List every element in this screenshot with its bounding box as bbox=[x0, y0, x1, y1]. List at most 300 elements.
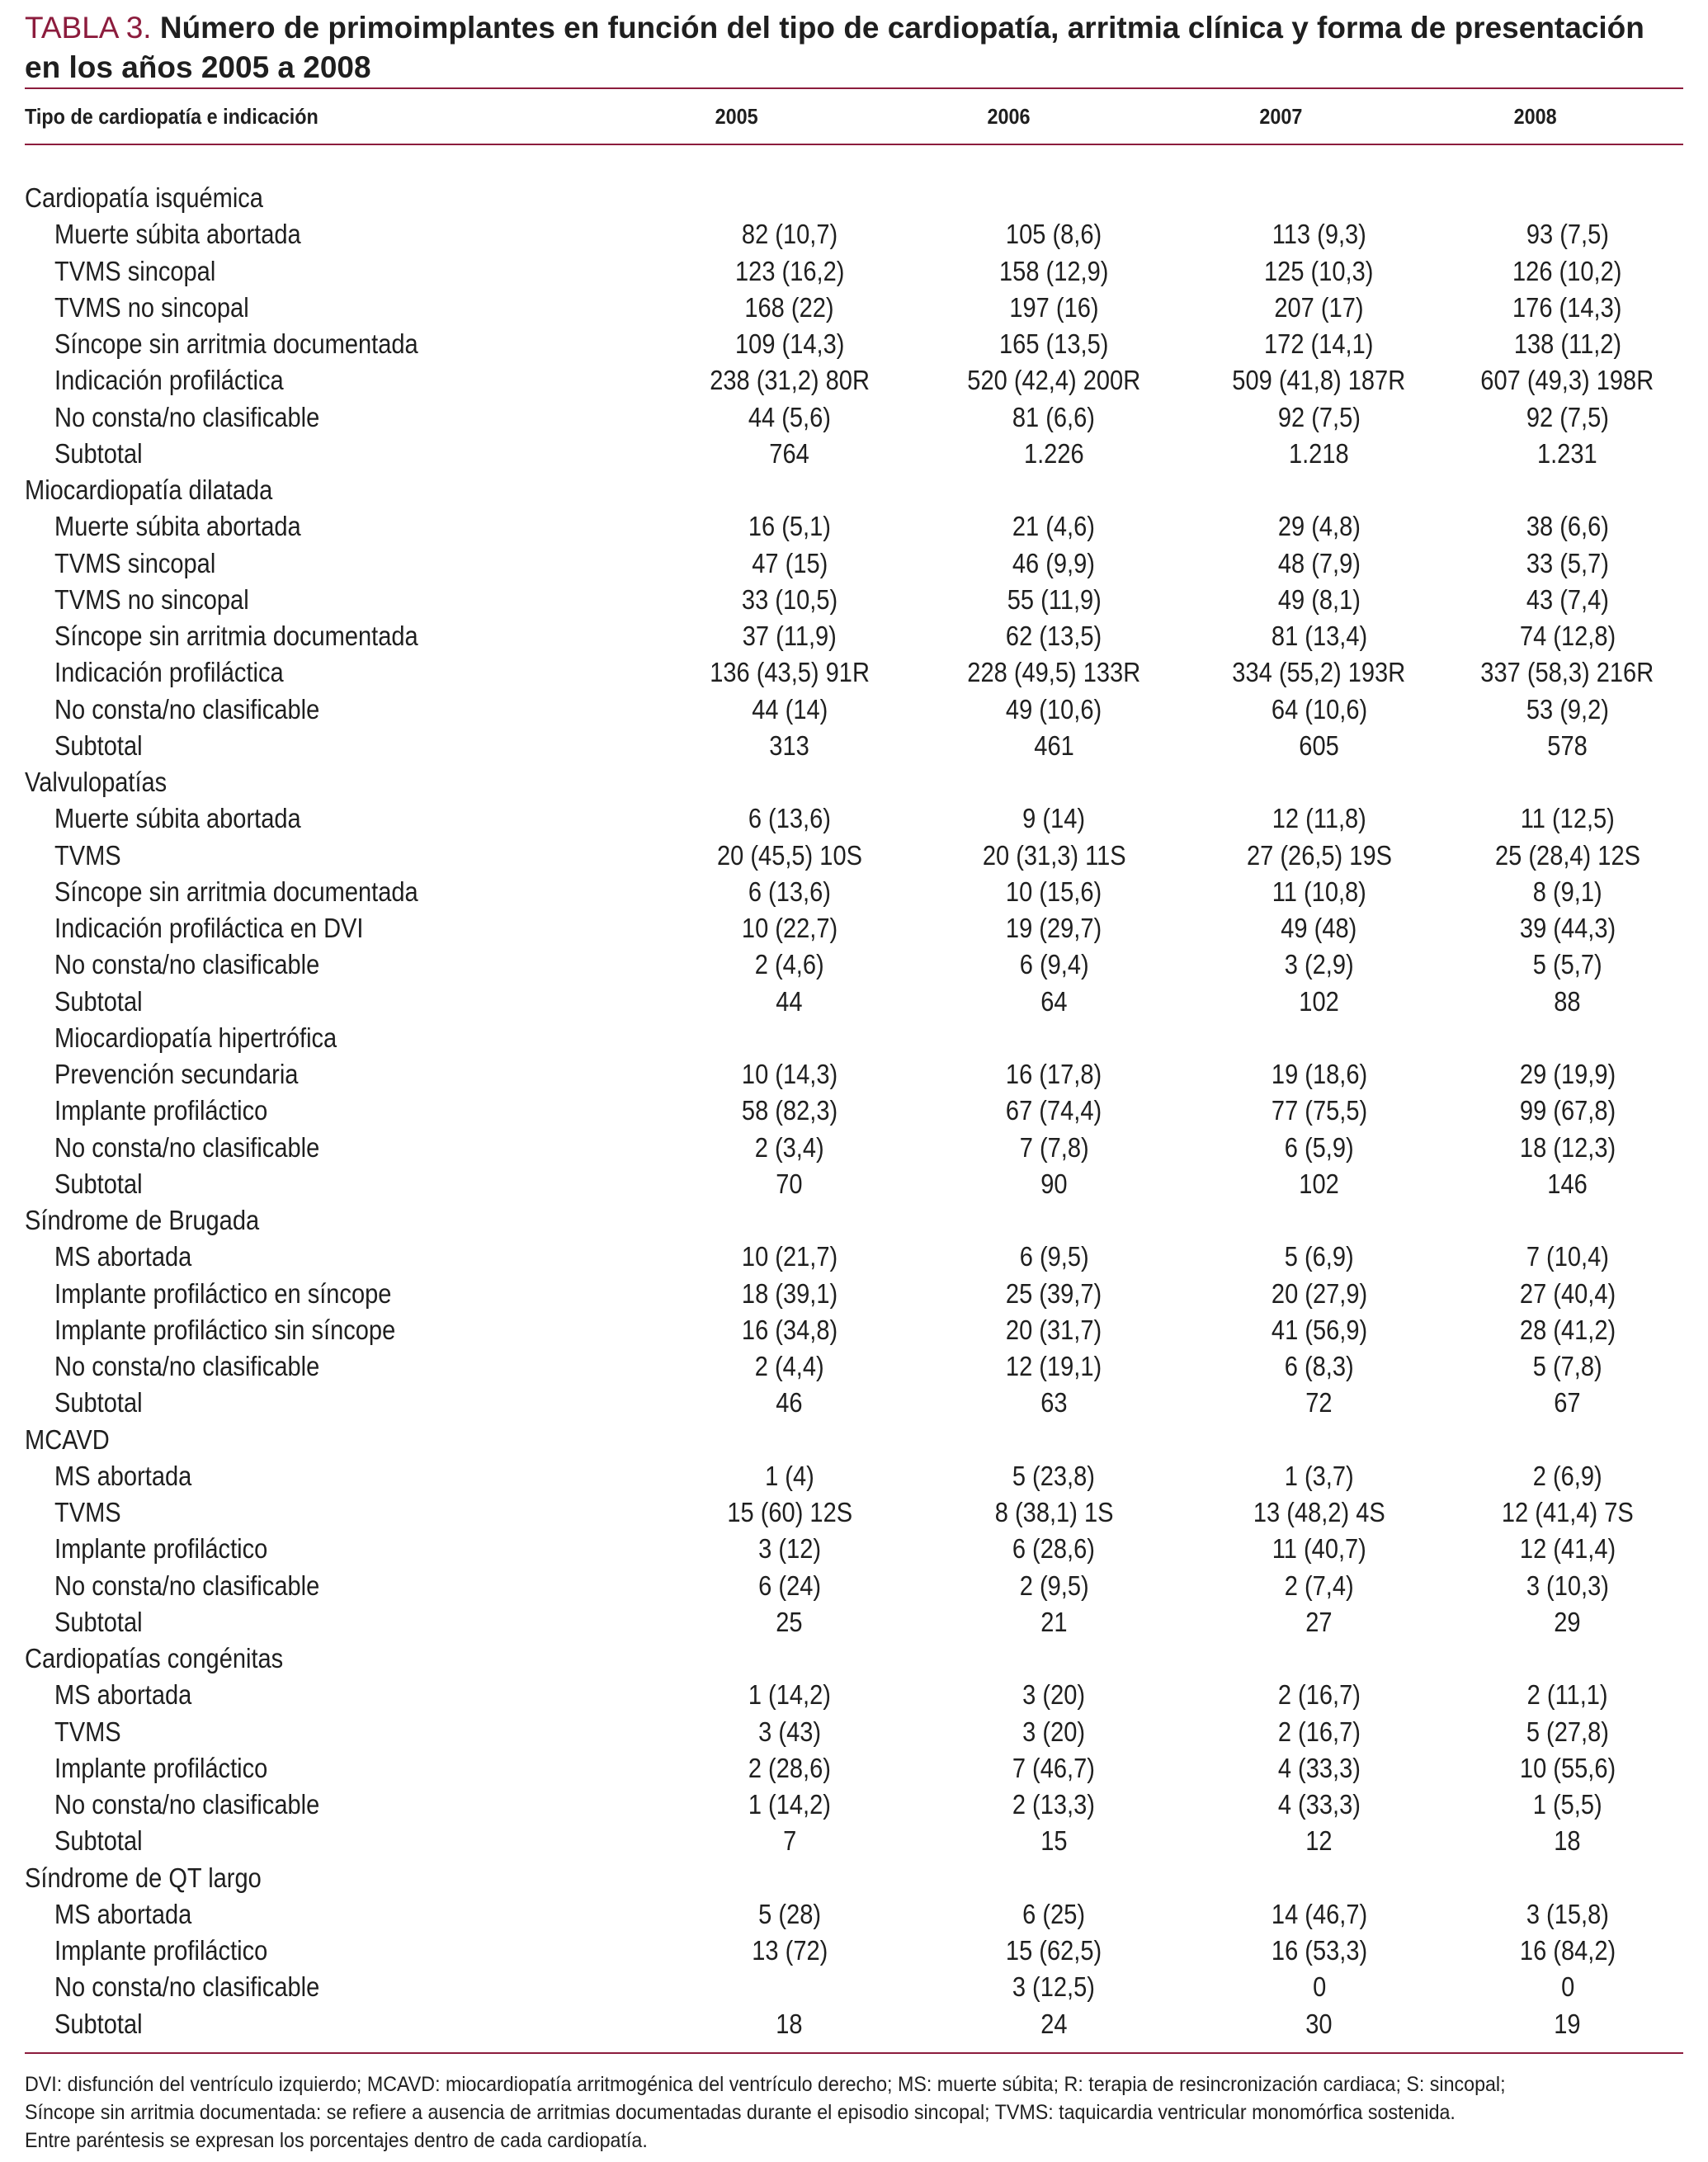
cell-2008 bbox=[1451, 1348, 1683, 1385]
cell-2008 bbox=[1451, 1020, 1683, 1056]
cell-2008 bbox=[1451, 290, 1683, 326]
table-row bbox=[25, 838, 1683, 874]
cell-value: 2 (4,6) bbox=[754, 949, 824, 980]
cell-value: 30 bbox=[1305, 2008, 1333, 2039]
row-label-text: TVMS sincopal bbox=[54, 547, 216, 578]
cell-value: 7 bbox=[782, 1825, 796, 1857]
cell-2006 bbox=[922, 728, 1187, 764]
data-table bbox=[25, 180, 1683, 2042]
table-row bbox=[25, 2006, 1683, 2042]
cell-value: 3 (15,8) bbox=[1526, 1898, 1609, 1929]
cell-2006 bbox=[922, 1787, 1187, 1823]
cell-value: 12 (41,4) bbox=[1519, 1533, 1616, 1565]
cell-value: 4 (33,3) bbox=[1277, 1789, 1361, 1820]
cell-2005 bbox=[658, 1056, 922, 1093]
cell-value: 67 (74,4) bbox=[1006, 1095, 1102, 1126]
cell-value: 20 (45,5) 10S bbox=[716, 839, 862, 871]
row-label bbox=[25, 2006, 658, 2042]
table-row bbox=[25, 1531, 1683, 1567]
cell-value: 12 (41,4) 7S bbox=[1501, 1497, 1634, 1528]
row-label-text: Subtotal bbox=[54, 1168, 143, 1199]
cell-2005 bbox=[658, 1604, 922, 1640]
cell-value: 49 (10,6) bbox=[1006, 693, 1102, 725]
table-row bbox=[25, 1787, 1683, 1823]
cell-2006 bbox=[922, 253, 1187, 290]
cell-value: 64 bbox=[1040, 985, 1068, 1017]
cell-value: 105 (8,6) bbox=[1006, 219, 1102, 250]
cell-2006 bbox=[922, 1166, 1187, 1202]
cell-value: 1 (14,2) bbox=[748, 1679, 831, 1711]
table-row bbox=[25, 216, 1683, 253]
cell-value: 138 (11,2) bbox=[1513, 328, 1621, 360]
cell-2005 bbox=[658, 508, 922, 545]
cell-value: 2 (3,4) bbox=[754, 1131, 824, 1163]
table-row bbox=[25, 545, 1683, 582]
row-label bbox=[25, 1531, 658, 1567]
cell-2007 bbox=[1187, 472, 1451, 508]
footnote-line: DVI: disfunción del ventrículo izquierdo; MCAVD: miocardiopatía arritmogénica del ventrículo derecho; MS: muerte súbita; R: terapia de resincronización cardiaca; S: sincopal; bbox=[25, 2072, 1506, 2096]
cell-2008 bbox=[1451, 1531, 1683, 1567]
cell-value: 8 (38,1) 1S bbox=[994, 1497, 1114, 1528]
cell-value: 2 (6,9) bbox=[1532, 1460, 1602, 1491]
header-col-2008: 2008 bbox=[1513, 103, 1557, 129]
cell-value: 123 (16,2) bbox=[734, 255, 845, 286]
cell-2008 bbox=[1451, 1860, 1683, 1896]
cell-value: 337 (58,3) 216R bbox=[1480, 657, 1654, 688]
cell-value: 12 bbox=[1305, 1825, 1333, 1857]
row-label-text: TVMS sincopal bbox=[54, 255, 216, 286]
cell-2005 bbox=[658, 618, 922, 654]
row-label-text: No consta/no clasificable bbox=[54, 1570, 320, 1601]
cell-2006 bbox=[922, 216, 1187, 253]
cell-value: 13 (72) bbox=[751, 1935, 828, 1966]
row-label-text: No consta/no clasificable bbox=[54, 1789, 320, 1820]
cell-value: 11 (10,8) bbox=[1272, 876, 1366, 907]
row-label-text: No consta/no clasificable bbox=[54, 401, 320, 432]
row-label bbox=[25, 1896, 658, 1933]
cell-2006 bbox=[922, 545, 1187, 582]
cell-2006 bbox=[922, 1896, 1187, 1933]
cell-2005 bbox=[658, 692, 922, 728]
cell-value: 82 (10,7) bbox=[741, 219, 837, 250]
cell-value: 4 (33,3) bbox=[1277, 1752, 1361, 1783]
cell-2008 bbox=[1451, 2006, 1683, 2042]
cell-value: 21 (4,6) bbox=[1012, 511, 1096, 542]
table-row bbox=[25, 1130, 1683, 1166]
cell-value: 5 (27,8) bbox=[1526, 1716, 1609, 1747]
cell-2007 bbox=[1187, 1677, 1451, 1713]
row-label-text: Indicación profiláctica bbox=[54, 657, 284, 688]
cell-value: 12 (11,8) bbox=[1272, 803, 1366, 834]
cell-value: 25 (39,7) bbox=[1006, 1277, 1102, 1309]
cell-value: 24 bbox=[1040, 2008, 1068, 2039]
cell-2006 bbox=[922, 362, 1187, 399]
table-row bbox=[25, 1166, 1683, 1202]
row-label bbox=[25, 1750, 658, 1787]
cell-value: 7 (7,8) bbox=[1019, 1131, 1089, 1163]
cell-2005 bbox=[658, 1166, 922, 1202]
cell-2008 bbox=[1451, 436, 1683, 472]
row-label-text: Subtotal bbox=[54, 985, 143, 1017]
row-label bbox=[25, 1239, 658, 1275]
table-row bbox=[25, 728, 1683, 764]
cell-2008 bbox=[1451, 1933, 1683, 1969]
cell-value: 6 (5,9) bbox=[1284, 1131, 1354, 1163]
cell-value: 10 (21,7) bbox=[741, 1241, 837, 1272]
row-label bbox=[25, 1385, 658, 1421]
cell-value: 5 (7,8) bbox=[1532, 1351, 1602, 1382]
cell-value: 125 (10,3) bbox=[1264, 255, 1374, 286]
row-label-text: Implante profiláctico sin síncope bbox=[54, 1314, 396, 1345]
row-label bbox=[25, 874, 658, 910]
row-label-text: Implante profiláctico bbox=[54, 1095, 268, 1126]
table-row bbox=[25, 692, 1683, 728]
row-label-text: Subtotal bbox=[54, 729, 143, 761]
header-rule bbox=[25, 144, 1683, 145]
cell-2008 bbox=[1451, 1239, 1683, 1275]
row-label bbox=[25, 1458, 658, 1494]
cell-2007 bbox=[1187, 1823, 1451, 1859]
row-label bbox=[25, 436, 658, 472]
row-label bbox=[25, 1348, 658, 1385]
cell-2005 bbox=[658, 1202, 922, 1239]
cell-2006 bbox=[922, 326, 1187, 362]
cell-value: 29 (19,9) bbox=[1519, 1059, 1616, 1090]
cell-2008 bbox=[1451, 1714, 1683, 1750]
cell-value: 3 (2,9) bbox=[1284, 949, 1354, 980]
cell-2008 bbox=[1451, 1458, 1683, 1494]
cell-2007 bbox=[1187, 545, 1451, 582]
cell-2007 bbox=[1187, 1604, 1451, 1640]
cell-value: 607 (49,3) 198R bbox=[1480, 365, 1654, 396]
table-row bbox=[25, 1604, 1683, 1640]
table-row bbox=[25, 1458, 1683, 1494]
row-label bbox=[25, 838, 658, 874]
table-row bbox=[25, 1020, 1683, 1056]
row-label bbox=[25, 984, 658, 1020]
row-label-text: Implante profiláctico bbox=[54, 1533, 268, 1565]
cell-value: 578 bbox=[1547, 729, 1588, 761]
row-label bbox=[25, 1933, 658, 1969]
cell-2005 bbox=[658, 1896, 922, 1933]
cell-2006 bbox=[922, 1969, 1187, 2005]
cell-2005 bbox=[658, 1969, 922, 2005]
cell-value: 3 (20) bbox=[1022, 1716, 1086, 1747]
cell-2006 bbox=[922, 800, 1187, 837]
cell-value: 44 bbox=[776, 985, 803, 1017]
cell-value: 12 (19,1) bbox=[1006, 1351, 1102, 1382]
row-label-text: MS abortada bbox=[54, 1898, 192, 1929]
cell-2007 bbox=[1187, 253, 1451, 290]
table-row bbox=[25, 326, 1683, 362]
cell-2007 bbox=[1187, 1896, 1451, 1933]
cell-2008 bbox=[1451, 1166, 1683, 1202]
cell-value: 3 (43) bbox=[757, 1716, 821, 1747]
cell-value: 33 (5,7) bbox=[1526, 547, 1609, 578]
cell-2005 bbox=[658, 984, 922, 1020]
cell-2005 bbox=[658, 1568, 922, 1604]
cell-value: 109 (14,3) bbox=[734, 328, 845, 360]
cell-2007 bbox=[1187, 1969, 1451, 2005]
cell-2006 bbox=[922, 1239, 1187, 1275]
row-label bbox=[25, 1714, 658, 1750]
cell-2008 bbox=[1451, 800, 1683, 837]
cell-2005 bbox=[658, 1640, 922, 1677]
cell-2007 bbox=[1187, 1458, 1451, 1494]
row-label-text: TVMS bbox=[54, 839, 121, 871]
cell-2007 bbox=[1187, 290, 1451, 326]
cell-2006 bbox=[922, 180, 1187, 216]
cell-2007 bbox=[1187, 1202, 1451, 1239]
cell-value: 18 (12,3) bbox=[1519, 1131, 1616, 1163]
cell-2006 bbox=[922, 1312, 1187, 1348]
cell-value: 102 bbox=[1299, 985, 1339, 1017]
cell-value: 19 (29,7) bbox=[1006, 913, 1102, 944]
cell-2006 bbox=[922, 764, 1187, 800]
cell-2005 bbox=[658, 1276, 922, 1312]
row-label bbox=[25, 399, 658, 436]
cell-2007 bbox=[1187, 180, 1451, 216]
cell-value: 13 (48,2) 4S bbox=[1253, 1497, 1385, 1528]
cell-value: 1 (14,2) bbox=[748, 1789, 831, 1820]
cell-value: 168 (22) bbox=[744, 291, 834, 323]
cell-2008 bbox=[1451, 216, 1683, 253]
cell-value: 1.231 bbox=[1537, 437, 1598, 469]
cell-value: 2 (13,3) bbox=[1012, 1789, 1096, 1820]
table-row bbox=[25, 1677, 1683, 1713]
row-label-text: TVMS no sincopal bbox=[54, 291, 249, 323]
cell-value: 7 (46,7) bbox=[1012, 1752, 1096, 1783]
row-label bbox=[25, 800, 658, 837]
cell-2005 bbox=[658, 290, 922, 326]
cell-value: 6 (25) bbox=[1022, 1898, 1086, 1929]
cell-2008 bbox=[1451, 654, 1683, 691]
row-label bbox=[25, 326, 658, 362]
row-label bbox=[25, 1787, 658, 1823]
row-label bbox=[25, 1276, 658, 1312]
cell-value: 63 bbox=[1040, 1387, 1068, 1419]
cell-2008 bbox=[1451, 1093, 1683, 1129]
cell-value: 99 (67,8) bbox=[1519, 1095, 1616, 1126]
cell-value: 10 (14,3) bbox=[741, 1059, 837, 1090]
cell-value: 5 (28) bbox=[757, 1898, 821, 1929]
row-label-text: Cardiopatías congénitas bbox=[25, 1643, 284, 1674]
row-label bbox=[25, 1056, 658, 1093]
table-row bbox=[25, 290, 1683, 326]
cell-value: 44 (14) bbox=[751, 693, 828, 725]
row-label bbox=[25, 1568, 658, 1604]
cell-2007 bbox=[1187, 1750, 1451, 1787]
bottom-rule bbox=[25, 2052, 1683, 2054]
cell-value: 10 (22,7) bbox=[741, 913, 837, 944]
cell-2005 bbox=[658, 946, 922, 983]
cell-2005 bbox=[658, 253, 922, 290]
row-label bbox=[25, 362, 658, 399]
cell-value: 6 (28,6) bbox=[1012, 1533, 1096, 1565]
cell-2007 bbox=[1187, 874, 1451, 910]
cell-value: 27 bbox=[1305, 1606, 1333, 1637]
table-row bbox=[25, 1969, 1683, 2005]
cell-2005 bbox=[658, 1933, 922, 1969]
cell-2008 bbox=[1451, 545, 1683, 582]
row-label bbox=[25, 1020, 658, 1056]
cell-value: 2 (16,7) bbox=[1277, 1716, 1361, 1747]
row-label-text: Implante profiláctico en síncope bbox=[54, 1277, 392, 1309]
cell-value: 46 (9,9) bbox=[1012, 547, 1096, 578]
cell-value: 1 (4) bbox=[764, 1460, 814, 1491]
cell-2005 bbox=[658, 1823, 922, 1859]
cell-2008 bbox=[1451, 838, 1683, 874]
cell-2007 bbox=[1187, 508, 1451, 545]
cell-value: 0 bbox=[1312, 1971, 1326, 2003]
cell-value: 461 bbox=[1034, 729, 1074, 761]
cell-2005 bbox=[658, 874, 922, 910]
row-label-text: Prevención secundaria bbox=[54, 1059, 299, 1090]
cell-value: 37 (11,9) bbox=[742, 621, 837, 652]
cell-2005 bbox=[658, 1020, 922, 1056]
cell-2007 bbox=[1187, 1714, 1451, 1750]
row-label-text: Subtotal bbox=[54, 2008, 143, 2039]
cell-value: 3 (12,5) bbox=[1012, 1971, 1096, 2003]
footnote-line: Entre paréntesis se expresan los porcentajes dentro de cada cardiopatía. bbox=[25, 2128, 648, 2152]
cell-2006 bbox=[922, 692, 1187, 728]
row-label-text: Subtotal bbox=[54, 437, 143, 469]
cell-value: 62 (13,5) bbox=[1006, 621, 1102, 652]
cell-value: 207 (17) bbox=[1274, 291, 1364, 323]
table-caption: Número de primoimplantes en función del tipo de cardiopatía, arritmia clínica y forma de presentación en los años 2005 a 2008 bbox=[25, 11, 1644, 84]
cell-value: 2 (7,4) bbox=[1284, 1570, 1354, 1601]
cell-value: 0 bbox=[1560, 1971, 1574, 2003]
cell-2008 bbox=[1451, 984, 1683, 1020]
cell-value: 1.226 bbox=[1023, 437, 1084, 469]
cell-value: 5 (6,9) bbox=[1284, 1241, 1354, 1272]
cell-2007 bbox=[1187, 1640, 1451, 1677]
table-row bbox=[25, 1348, 1683, 1385]
cell-2006 bbox=[922, 1933, 1187, 1969]
cell-value: 20 (31,7) bbox=[1006, 1314, 1102, 1345]
row-label-text: TVMS bbox=[54, 1716, 121, 1747]
cell-2006 bbox=[922, 1750, 1187, 1787]
cell-value: 1.218 bbox=[1289, 437, 1350, 469]
cell-value: 9 (14) bbox=[1022, 803, 1086, 834]
cell-value: 6 (9,5) bbox=[1019, 1241, 1089, 1272]
row-label bbox=[25, 216, 658, 253]
cell-2008 bbox=[1451, 399, 1683, 436]
row-label-text: Muerte súbita abortada bbox=[54, 803, 301, 834]
cell-2008 bbox=[1451, 508, 1683, 545]
table-row bbox=[25, 253, 1683, 290]
row-label-text: Muerte súbita abortada bbox=[54, 219, 301, 250]
cell-2008 bbox=[1451, 946, 1683, 983]
cell-2007 bbox=[1187, 728, 1451, 764]
cell-value: 3 (10,3) bbox=[1526, 1570, 1609, 1601]
cell-value: 313 bbox=[769, 729, 810, 761]
cell-2008 bbox=[1451, 1787, 1683, 1823]
cell-value: 2 (28,6) bbox=[748, 1752, 831, 1783]
cell-value: 39 (44,3) bbox=[1519, 913, 1616, 944]
row-label-text: MS abortada bbox=[54, 1241, 192, 1272]
cell-value: 18 (39,1) bbox=[741, 1277, 837, 1309]
cell-value: 605 bbox=[1299, 729, 1339, 761]
row-label bbox=[25, 1969, 658, 2005]
cell-2006 bbox=[922, 1458, 1187, 1494]
cell-2007 bbox=[1187, 838, 1451, 874]
table-row bbox=[25, 1823, 1683, 1859]
cell-value: 5 (5,7) bbox=[1532, 949, 1602, 980]
cell-2005 bbox=[658, 838, 922, 874]
cell-2008 bbox=[1451, 728, 1683, 764]
cell-value: 16 (17,8) bbox=[1006, 1059, 1102, 1090]
cell-2008 bbox=[1451, 1202, 1683, 1239]
cell-2006 bbox=[922, 1531, 1187, 1567]
cell-2008 bbox=[1451, 180, 1683, 216]
cell-2006 bbox=[922, 582, 1187, 618]
cell-value: 16 (5,1) bbox=[748, 511, 831, 542]
cell-2008 bbox=[1451, 1130, 1683, 1166]
row-label-text: Implante profiláctico bbox=[54, 1752, 268, 1783]
footnote-line: Síncope sin arritmia documentada: se refiere a ausencia de arritmias documentadas durante el episodio sincopal; TVMS: taquicardia ventricular monomórfica sostenida. bbox=[25, 2100, 1456, 2124]
cell-2006 bbox=[922, 290, 1187, 326]
cell-2007 bbox=[1187, 764, 1451, 800]
cell-2008 bbox=[1451, 874, 1683, 910]
table-row bbox=[25, 362, 1683, 399]
cell-2007 bbox=[1187, 800, 1451, 837]
table-document bbox=[25, 8, 1683, 2155]
row-label-text: MS abortada bbox=[54, 1460, 192, 1491]
cell-2008 bbox=[1451, 1640, 1683, 1677]
cell-value: 520 (42,4) 200R bbox=[967, 365, 1141, 396]
cell-2007 bbox=[1187, 654, 1451, 691]
cell-2005 bbox=[658, 764, 922, 800]
cell-2005 bbox=[658, 436, 922, 472]
row-label bbox=[25, 946, 658, 983]
cell-2007 bbox=[1187, 399, 1451, 436]
cell-value: 46 bbox=[776, 1387, 803, 1419]
row-label-text: Cardiopatía isquémica bbox=[25, 182, 263, 214]
category-label bbox=[25, 1640, 658, 1677]
category-label bbox=[25, 764, 658, 800]
cell-2006 bbox=[922, 1348, 1187, 1385]
row-label bbox=[25, 692, 658, 728]
category-row bbox=[25, 1422, 1683, 1458]
cell-value: 3 (20) bbox=[1022, 1679, 1086, 1711]
cell-value: 6 (8,3) bbox=[1284, 1351, 1354, 1382]
table-row bbox=[25, 1276, 1683, 1312]
header-col-type: Tipo de cardiopatía e indicación bbox=[25, 103, 318, 129]
cell-value: 11 (40,7) bbox=[1272, 1533, 1366, 1565]
cell-2007 bbox=[1187, 1239, 1451, 1275]
row-label bbox=[25, 290, 658, 326]
cell-2006 bbox=[922, 1093, 1187, 1129]
cell-value: 20 (31,3) 11S bbox=[982, 839, 1126, 871]
cell-value: 92 (7,5) bbox=[1526, 401, 1609, 432]
cell-2007 bbox=[1187, 1422, 1451, 1458]
cell-value: 64 (10,6) bbox=[1271, 693, 1367, 725]
table-row bbox=[25, 399, 1683, 436]
cell-value: 11 (12,5) bbox=[1520, 803, 1615, 834]
cell-2007 bbox=[1187, 1348, 1451, 1385]
row-label bbox=[25, 582, 658, 618]
table-row bbox=[25, 1714, 1683, 1750]
cell-2005 bbox=[658, 1750, 922, 1787]
cell-2006 bbox=[922, 946, 1187, 983]
cell-value: 764 bbox=[769, 437, 810, 469]
cell-2005 bbox=[658, 399, 922, 436]
cell-value: 5 (23,8) bbox=[1012, 1460, 1096, 1491]
cell-2007 bbox=[1187, 1531, 1451, 1567]
cell-value: 126 (10,2) bbox=[1512, 255, 1622, 286]
row-label-text: Subtotal bbox=[54, 1387, 143, 1419]
